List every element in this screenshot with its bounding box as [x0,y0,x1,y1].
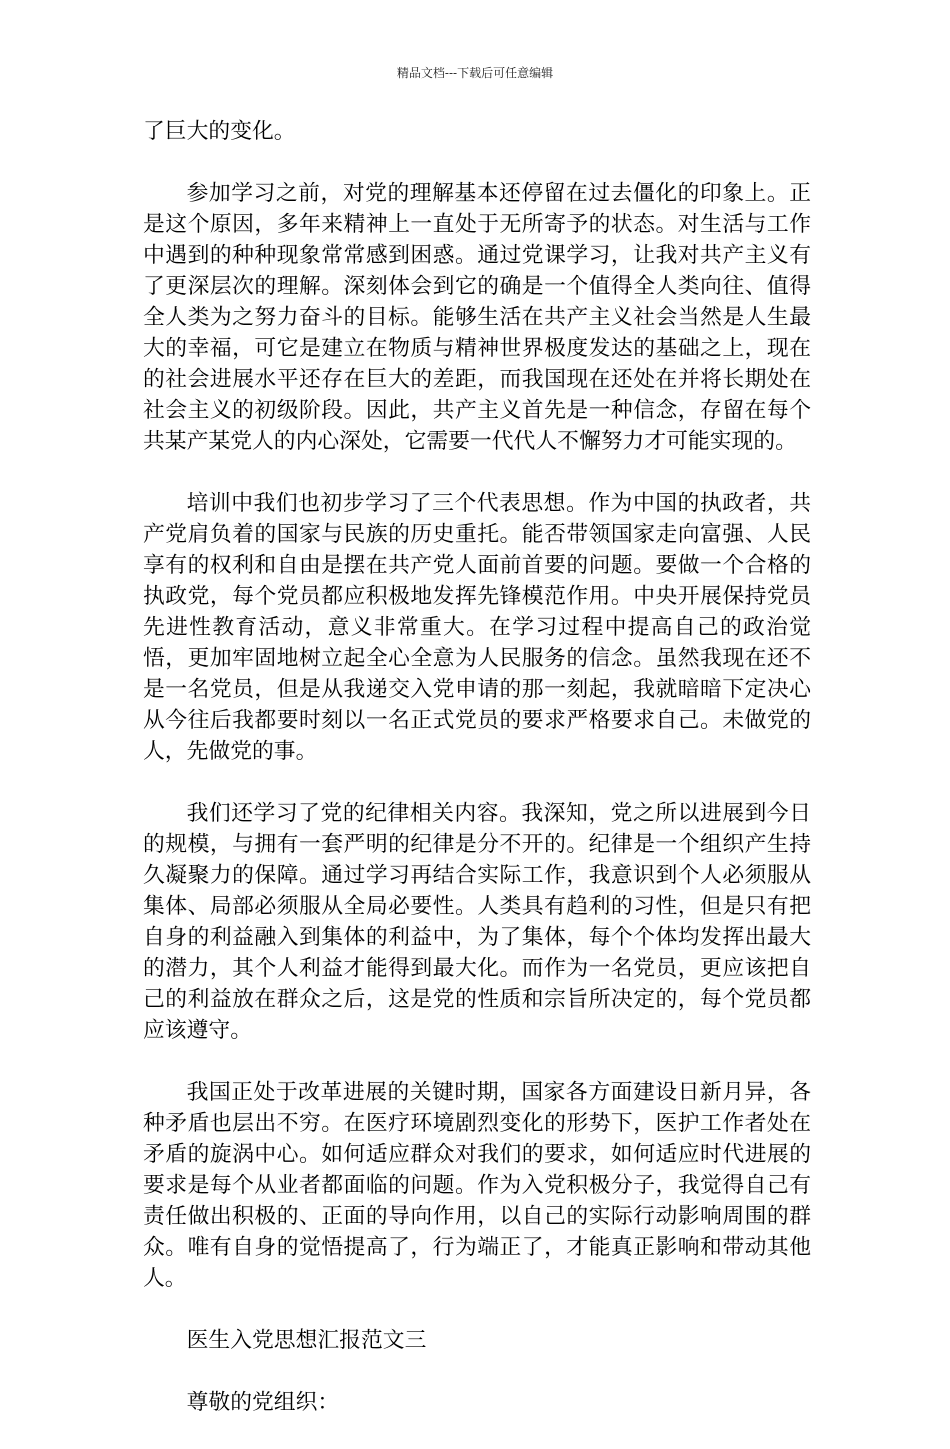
salutation: 尊敬的党组织： [186,1390,340,1415]
document-body [143,116,811,1449]
paragraph-communism: 参加学习之前，对党的理解基本还停留在过去僵化的印象上。正是这个原因，多年来精神上一直处于无所寄予的状态。对生活与工作中遇到的种种现象常常感到困惑。通过党课学习，让我对共产主义有了更深层次的理解。深刻体会到它的确是一个值得全人类向往、值得全人类为之努力奋斗的目标。能够生活在共产主义社会当然是人生最大的幸福，可它是建立在物质与精神世界极度发达的基础之上，现在的社会进展水平还存在巨大的差距，而我国现在还处在并将长期处在社会主义的初级阶段。因此，共产主义首先是一种信念，存留在每个共某产某党人的内心深处，它需要一代代人不懈努力才可能实现的。 [143,181,811,454]
page-header: 精品文档---下载后可任意编辑 [396,66,554,80]
paragraph-continuation: 了巨大的变化。 [143,119,296,144]
paragraph-discipline: 我们还学习了党的纪律相关内容。我深知，党之所以进展到今日的规模，与拥有一套严明的纪律是分不开的。纪律是一个组织产生持久凝聚力的保障。通过学习再结合实际工作，我意识到个人必须服从集体、局部必须服从全局必要性。人类具有趋利的习性，但是只有把自身的利益融入到集体的利益中，为了集体，每个个体均发挥出最大的潜力，其个人利益才能得到最大化。而作为一名党员，更应该把自己的利益放在群众之后，这是党的性质和宗旨所决定的，每个党员都应该遵守。 [143,801,811,1043]
section-title: 医生入党思想汇报范文三 [186,1328,427,1353]
paragraph-three-represents: 培训中我们也初步学习了三个代表思想。作为中国的执政者，共产党肩负着的国家与民族的历史重托。能否带领国家走向富强、人民享有的权利和自由是摆在共产党人面前首要的问题。要做一个合格的执政党，每个党员都应积极地发挥先锋模范作用。中央开展保持党员先进性教育活动，意义非常重大。在学习过程中提高自己的政治觉悟，更加牢固地树立起全心全意为人民服务的信念。虽然我现在还不是一名党员，但是从我递交入党申请的那一刻起，我就暗暗下定决心从今往后我都要时刻以一名正式党员的要求严格要求自己。未做党的人，先做党的事。 [143,491,811,764]
paragraph-reform: 我国正处于改革进展的关键时期，国家各方面建设日新月异，各种矛盾也层出不穷。在医疗环境剧烈变化的形势下，医护工作者处在矛盾的旋涡中心。如何适应群众对我们的要求，如何适应时代进展的要求是每个从业者都面临的问题。作为入党积极分子，我觉得自己有责任做出积极的、正面的导向作用，以自己的实际行动影响周围的群众。唯有自身的觉悟提高了，行为端正了，才能真正影响和带动其他人。 [143,1080,811,1291]
